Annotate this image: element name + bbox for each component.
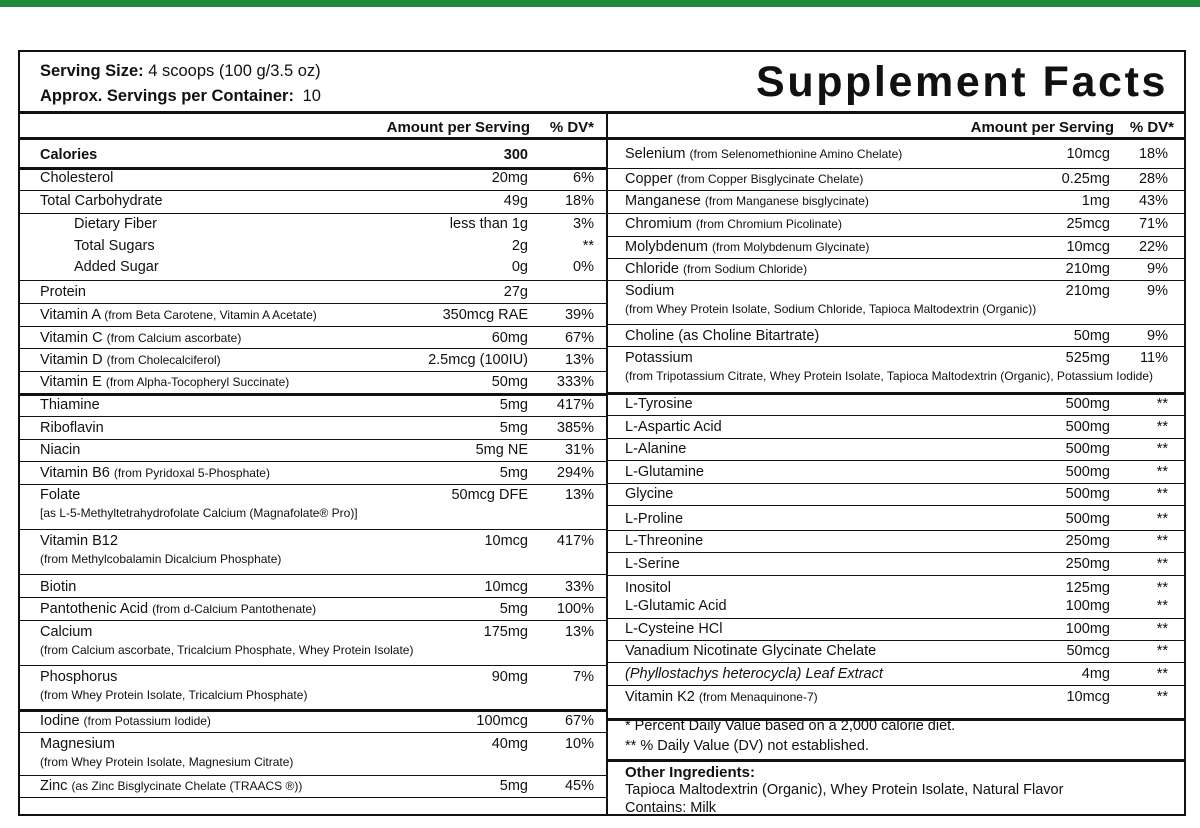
nutrient-source: (from Calcium ascorbate, Tricalcium Phosphate, Whey Protein Isolate) — [40, 643, 414, 657]
nutrient-source: (from Manganese bisglycinate) — [704, 194, 869, 208]
dv-value: 28% — [1138, 171, 1168, 187]
amount-value: 5mg NE — [475, 442, 528, 458]
servings-value: 10 — [302, 87, 321, 105]
amount-value: 10mcg — [484, 533, 528, 549]
amount-value: 0g — [511, 259, 528, 275]
row-separator — [608, 236, 1184, 237]
nutrient-name: Calcium — [40, 624, 93, 640]
nutrient-name: Zinc (as Zinc Bisglycinate Chelate (TRAACS ®)) — [40, 778, 303, 794]
row-separator — [20, 371, 606, 372]
row-separator — [608, 460, 1184, 461]
amount-value: 5mg — [499, 601, 528, 617]
row-separator — [20, 574, 606, 575]
nutrient-name: Calories — [40, 147, 98, 163]
amount-value: 210mg — [1065, 283, 1110, 299]
nutrient-name: Vanadium Nicotinate Glycinate Chelate — [625, 643, 877, 659]
amount-value: 5mg — [499, 465, 528, 481]
nutrient-name: Cholesterol — [40, 170, 114, 186]
dv-footnote: * Percent Daily Value based on a 2,000 calorie diet. — [625, 718, 956, 734]
servings-per-container — [40, 87, 321, 106]
dv-value: ** — [1156, 556, 1168, 572]
nutrient-name: Magnesium — [40, 736, 115, 752]
left-column-header — [20, 114, 606, 140]
nutrient-source: (from Copper Bisglycinate Chelate) — [676, 172, 864, 186]
nutrient-name: L-Proline — [625, 511, 684, 527]
amount-header: Amount per Serving — [386, 119, 530, 136]
dv-value: 417% — [556, 397, 594, 413]
amount-value: 50mcg DFE — [451, 487, 528, 503]
row-separator — [20, 439, 606, 440]
dv-value: 333% — [556, 374, 594, 390]
amount-value: 10mcg — [1066, 689, 1110, 705]
amount-header: Amount per Serving — [970, 119, 1114, 136]
nutrient-source: (from Molybdenum Glycinate) — [712, 240, 870, 254]
row-separator — [20, 393, 606, 396]
amount-value: 5mg — [499, 397, 528, 413]
nutrient-name: Inositol — [625, 580, 671, 596]
amount-value: 60mg — [491, 330, 528, 346]
dv-value: 71% — [1138, 216, 1168, 232]
amount-value: 25mcg — [1066, 216, 1110, 232]
right-column-header — [608, 114, 1184, 140]
row-separator — [608, 415, 1184, 416]
amount-value: 90mg — [491, 669, 528, 685]
amount-value: 175mg — [483, 624, 528, 640]
nutrient-name: Pantothenic Acid (from d-Calcium Pantothenate) — [40, 601, 317, 617]
nutrient-name: Total Sugars — [74, 238, 155, 254]
nutrient-source: (from Whey Protein Isolate, Sodium Chloride, Tapioca Maltodextrin (Organic)) — [625, 302, 1037, 316]
row-separator — [20, 190, 606, 191]
amount-value: 210mg — [1065, 261, 1110, 277]
nutrient-source: (as Zinc Bisglycinate Chelate (TRAACS ®)) — [71, 779, 303, 793]
row-separator — [20, 620, 606, 621]
dv-value: ** — [1156, 643, 1168, 659]
row-separator — [608, 258, 1184, 259]
nutrient-name: Vitamin B6 (from Pyridoxal 5-Phosphate) — [40, 465, 270, 481]
amount-value: 20mg — [491, 170, 528, 186]
nutrient-name: Thiamine — [40, 397, 100, 413]
dv-value: ** — [1156, 486, 1168, 502]
nutrient-name: L-Cysteine HCl — [625, 621, 723, 637]
amount-value: 500mg — [1065, 464, 1110, 480]
dv-value: 67% — [564, 330, 594, 346]
amount-value: 500mg — [1065, 486, 1110, 502]
nutrient-name: L-Serine — [625, 556, 680, 572]
nutrient-source: (from Sodium Chloride) — [683, 262, 808, 276]
dv-value: ** — [1156, 419, 1168, 435]
dv-value: 22% — [1138, 239, 1168, 255]
dv-value: 10% — [564, 736, 594, 752]
nutrient-name: Chromium (from Chromium Picolinate) — [625, 216, 842, 232]
row-separator — [608, 346, 1184, 347]
nutrient-name: L-Tyrosine — [625, 396, 693, 412]
nutrient-name: Vitamin A (from Beta Carotene, Vitamin A Acetate) — [40, 307, 317, 323]
dv-value: 67% — [564, 713, 594, 729]
nutrient-name: Vitamin K2 (from Menaquinone-7) — [625, 689, 818, 705]
row-separator — [20, 326, 606, 327]
nutrient-source: (from Methylcobalamin Dicalcium Phosphate) — [40, 552, 282, 566]
row-separator — [20, 597, 606, 598]
row-separator — [608, 662, 1184, 663]
serving-size-label: Serving Size: — [40, 62, 144, 80]
dv-value: 18% — [564, 193, 594, 209]
amount-value: 500mg — [1065, 511, 1110, 527]
nutrient-name: Sodium — [625, 283, 675, 299]
other-ingredients-value: Tapioca Maltodextrin (Organic), Whey Protein Isolate, Natural Flavor — [625, 782, 1064, 798]
nutrient-name: Selenium (from Selenomethionine Amino Chelate) — [625, 146, 903, 162]
nutrient-name: Total Carbohydrate — [40, 193, 163, 209]
dv-value: 9% — [1147, 328, 1168, 344]
other-ingredients-label: Other Ingredients: — [625, 764, 756, 781]
nutrient-name: Phosphorus — [40, 669, 118, 685]
dv-value: 417% — [556, 533, 594, 549]
amount-value: 125mg — [1065, 580, 1110, 596]
nutrient-name: (Phyllostachys heterocycla) Leaf Extract — [625, 666, 883, 682]
dv-value: 31% — [564, 442, 594, 458]
dv-value: 0% — [573, 259, 594, 275]
amount-value: 500mg — [1065, 419, 1110, 435]
nutrient-name: Molybdenum (from Molybdenum Glycinate) — [625, 239, 870, 255]
nutrient-source: (from Potassium Iodide) — [83, 714, 211, 728]
amount-value: 50mg — [491, 374, 528, 390]
dv-header: % DV* — [1129, 119, 1174, 136]
amount-value: 10mcg — [1066, 239, 1110, 255]
row-separator — [608, 190, 1184, 191]
dv-value: 33% — [564, 579, 594, 595]
dv-value: 9% — [1147, 283, 1168, 299]
row-separator — [608, 324, 1184, 325]
nutrient-source: (from Cholecalciferol) — [106, 353, 221, 367]
dv-value: 294% — [556, 465, 594, 481]
amount-value: 0.25mg — [1061, 171, 1110, 187]
dv-value: ** — [582, 238, 594, 254]
nutrient-name: L-Glutamine — [625, 464, 704, 480]
nutrient-name: Protein — [40, 284, 86, 300]
amount-value: 5mg — [499, 420, 528, 436]
amount-value: 27g — [503, 284, 528, 300]
row-separator — [608, 618, 1184, 619]
nutrient-source: (from Menaquinone-7) — [698, 690, 818, 704]
row-separator — [20, 797, 606, 798]
amount-value: 500mg — [1065, 396, 1110, 412]
amount-value: 350mcg RAE — [442, 307, 528, 323]
dv-not-established-footnote: ** % Daily Value (DV) not established. — [625, 738, 869, 754]
amount-value: 500mg — [1065, 441, 1110, 457]
dv-value: 9% — [1147, 261, 1168, 277]
nutrient-name: Iodine (from Potassium Iodide) — [40, 713, 211, 729]
nutrient-name: L-Aspartic Acid — [625, 419, 722, 435]
nutrient-source: (from Whey Protein Isolate, Tricalcium Phosphate) — [40, 688, 308, 702]
dv-value: ** — [1156, 441, 1168, 457]
amount-value: 100mg — [1065, 621, 1110, 637]
row-separator — [20, 348, 606, 349]
dv-value: ** — [1156, 396, 1168, 412]
amount-value: 100mg — [1065, 598, 1110, 614]
row-separator — [20, 461, 606, 462]
dv-value: ** — [1156, 533, 1168, 549]
row-separator — [608, 685, 1184, 686]
nutrient-source: (from Pyridoxal 5-Phosphate) — [113, 466, 270, 480]
dv-value: 7% — [573, 669, 594, 685]
amount-value: 49g — [503, 193, 528, 209]
row-separator — [608, 213, 1184, 214]
amount-value: less than 1g — [449, 216, 528, 232]
amount-value: 40mg — [491, 736, 528, 752]
dv-value: 100% — [556, 601, 594, 617]
nutrient-name: L-Glutamic Acid — [625, 598, 727, 614]
row-separator — [608, 280, 1184, 281]
top-accent-bar — [0, 0, 1200, 7]
allergen-statement: Contains: Milk — [625, 800, 717, 816]
nutrient-name: Biotin — [40, 579, 77, 595]
amount-value: 525mg — [1065, 350, 1110, 366]
dv-header: % DV* — [549, 119, 594, 136]
nutrient-name: L-Alanine — [625, 441, 687, 457]
facts-header — [20, 52, 1184, 114]
amount-value: 10mcg — [1066, 146, 1110, 162]
amount-value: 2.5mcg (100IU) — [428, 352, 528, 368]
nutrient-name: Dietary Fiber — [74, 216, 157, 232]
nutrient-name: Vitamin D (from Cholecalciferol) — [40, 352, 221, 368]
nutrient-name: Vitamin E (from Alpha-Tocopheryl Succinate) — [40, 374, 290, 390]
row-separator — [20, 775, 606, 776]
dv-value: 39% — [564, 307, 594, 323]
nutrient-source: (from Calcium ascorbate) — [106, 331, 242, 345]
dv-value: 385% — [556, 420, 594, 436]
amount-value: 300 — [503, 147, 528, 163]
nutrient-name: Riboflavin — [40, 420, 104, 436]
dv-value: 43% — [1138, 193, 1168, 209]
page-title: Supplement Facts — [756, 58, 1168, 106]
nutrient-source: (from Selenomethionine Amino Chelate) — [689, 147, 903, 161]
amount-value: 5mg — [499, 778, 528, 794]
nutrient-name: Added Sugar — [74, 259, 159, 275]
dv-value: ** — [1156, 666, 1168, 682]
dv-value: ** — [1156, 464, 1168, 480]
nutrient-source: (from Beta Carotene, Vitamin A Acetate) — [104, 308, 317, 322]
nutrient-name: Niacin — [40, 442, 81, 458]
column-divider — [606, 114, 608, 814]
nutrient-name: Copper (from Copper Bisglycinate Chelate) — [625, 171, 864, 187]
row-separator — [20, 303, 606, 304]
dv-value: ** — [1156, 511, 1168, 527]
row-separator — [20, 665, 606, 666]
serving-size-value: 4 scoops (100 g/3.5 oz) — [148, 62, 321, 80]
row-separator — [608, 483, 1184, 484]
nutrient-name: Manganese (from Manganese bisglycinate) — [625, 193, 869, 209]
nutrient-source: (from Chromium Picolinate) — [695, 217, 842, 231]
amount-value: 10mcg — [484, 579, 528, 595]
row-separator — [20, 416, 606, 417]
nutrient-name: Chloride (from Sodium Chloride) — [625, 261, 808, 277]
row-separator — [20, 529, 606, 530]
nutrient-name: L-Threonine — [625, 533, 704, 549]
dv-value: ** — [1156, 621, 1168, 637]
amount-value: 2g — [511, 238, 528, 254]
dv-value: 3% — [573, 216, 594, 232]
nutrient-name: Choline (as Choline Bitartrate) — [625, 328, 820, 344]
amount-value: 250mg — [1065, 556, 1110, 572]
row-separator — [608, 392, 1184, 395]
dv-value: 11% — [1140, 350, 1168, 366]
nutrient-source: (from Tripotassium Citrate, Whey Protein Isolate, Tapioca Maltodextrin (Organic), Potassium Iodide) — [625, 369, 1153, 383]
dv-value: 13% — [564, 624, 594, 640]
dv-value: 13% — [564, 487, 594, 503]
dv-value: ** — [1156, 689, 1168, 705]
row-separator — [608, 530, 1184, 531]
row-separator — [20, 732, 606, 733]
dv-value: 13% — [564, 352, 594, 368]
row-separator — [608, 575, 1184, 576]
supplement-facts-panel — [18, 50, 1186, 816]
nutrient-name: Glycine — [625, 486, 674, 502]
row-separator — [608, 640, 1184, 641]
amount-value: 50mg — [1073, 328, 1110, 344]
amount-value: 50mcg — [1066, 643, 1110, 659]
dv-value: 6% — [573, 170, 594, 186]
row-separator — [608, 505, 1184, 506]
amount-value: 250mg — [1065, 533, 1110, 549]
row-separator — [20, 709, 606, 712]
nutrient-name: Vitamin C (from Calcium ascorbate) — [40, 330, 242, 346]
servings-label: Approx. Servings per Container: — [40, 87, 294, 105]
nutrient-source: (from d-Calcium Pantothenate) — [152, 602, 317, 616]
row-separator — [608, 438, 1184, 439]
nutrient-source: (from Whey Protein Isolate, Magnesium Citrate) — [40, 755, 294, 769]
dv-value: ** — [1156, 580, 1168, 596]
row-separator — [20, 484, 606, 485]
dv-value: 18% — [1138, 146, 1168, 162]
amount-value: 4mg — [1081, 666, 1110, 682]
nutrient-source: (from Alpha-Tocopheryl Succinate) — [105, 375, 290, 389]
nutrient-name: Potassium — [625, 350, 693, 366]
nutrient-source: [as L-5-Methyltetrahydrofolate Calcium (Magnafolate® Pro)] — [40, 506, 358, 520]
ingredients-divider — [608, 759, 1184, 762]
nutrient-name: Folate — [40, 487, 81, 503]
row-separator — [608, 552, 1184, 553]
dv-value: ** — [1156, 598, 1168, 614]
amount-value: 1mg — [1081, 193, 1110, 209]
row-separator — [20, 280, 606, 281]
nutrient-name: Vitamin B12 — [40, 533, 118, 549]
row-separator — [608, 168, 1184, 169]
row-separator — [20, 213, 606, 214]
amount-value: 100mcg — [476, 713, 528, 729]
serving-size — [40, 62, 321, 81]
dv-value: 45% — [564, 778, 594, 794]
